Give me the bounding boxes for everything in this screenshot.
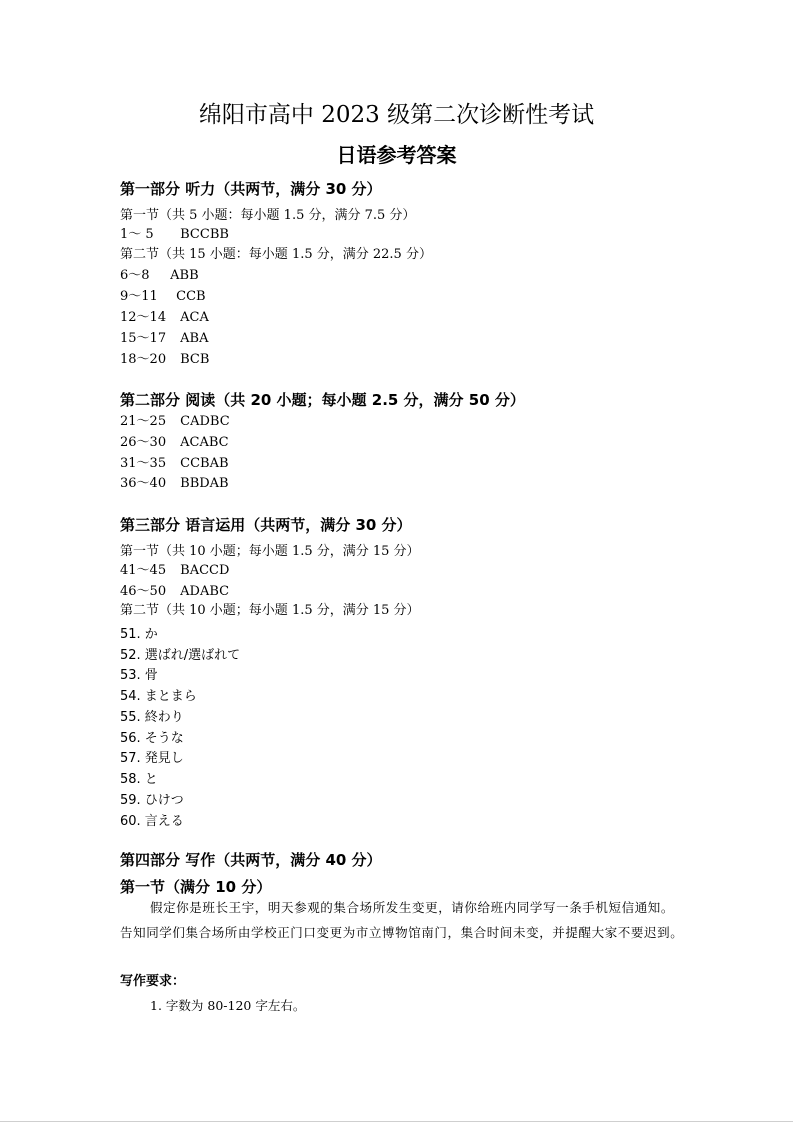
answer-key: BBDAB xyxy=(180,476,229,491)
answer-row xyxy=(120,562,229,580)
answer-range: 21～25 xyxy=(120,414,167,429)
part1-heading: 第一部分 听力（共两节，满分 30 分） xyxy=(120,180,382,198)
answer-key: CCB xyxy=(176,289,206,304)
answer-key: ACA xyxy=(180,310,209,325)
answer-row xyxy=(120,413,230,431)
exam-title: 绵阳市高中 2023 级第二次诊断性考试 xyxy=(198,102,595,128)
answer-range: 1～ 5 xyxy=(120,227,154,242)
answer-key: CADBC xyxy=(180,414,230,429)
answer-row xyxy=(120,309,209,327)
answer-range: 36～40 xyxy=(120,476,167,491)
answer-item: 58. と xyxy=(120,772,158,787)
writing-prompt: 假定你是班长王宇，明天参观的集合场所发生变更，请你给班内同学写一条手机短信通知。告知同学们集合场所由学校正门口变更为市立博物馆南门，集合时间未变，并提醒大家不要迟到。 xyxy=(120,900,684,940)
answer-range: 41～45 xyxy=(120,563,167,578)
answer-item: 54. まとまら xyxy=(120,689,197,704)
part3-section1-heading: 第一节（共 10 小题；每小题 1.5 分，满分 15 分） xyxy=(120,544,420,559)
answer-row xyxy=(120,434,229,452)
answer-row xyxy=(120,288,206,306)
answer-row xyxy=(120,455,229,473)
requirement-item: 1. 字数为 80-120 字左右。 xyxy=(150,998,306,1013)
part4-section1-heading: 第一节（满分 10 分） xyxy=(120,878,272,896)
answer-row xyxy=(120,330,208,348)
answer-item: 51. か xyxy=(120,627,158,642)
answer-key-subtitle: 日语参考答案 xyxy=(336,143,457,167)
answer-range: 15～17 xyxy=(120,331,167,346)
answer-item: 57. 発見し xyxy=(120,751,184,766)
answer-item: 52. 選ばれ/選ばれて xyxy=(120,648,241,663)
answer-key: ABB xyxy=(170,268,199,283)
answer-key: ABA xyxy=(180,331,209,346)
answer-row xyxy=(120,475,229,493)
answer-item: 59. ひけつ xyxy=(120,793,184,808)
answer-row xyxy=(120,226,229,244)
answer-range: 12～14 xyxy=(120,310,167,325)
answer-row xyxy=(120,351,209,369)
answer-key: CCBAB xyxy=(180,456,229,471)
part2-heading: 第二部分 阅读（共 20 小题；每小题 2.5 分，满分 50 分） xyxy=(120,391,525,409)
answer-row xyxy=(120,583,229,601)
answer-range: 18～20 xyxy=(120,352,167,367)
answer-range: 31～35 xyxy=(120,456,167,471)
part1-section2-heading: 第二节（共 15 小题：每小题 1.5 分，满分 22.5 分） xyxy=(120,247,432,262)
answer-key: ADABC xyxy=(180,584,230,599)
answer-range: 26～30 xyxy=(120,435,167,450)
answer-item: 53. 骨 xyxy=(120,668,158,683)
answer-range: 6～8 xyxy=(120,268,150,283)
answer-row xyxy=(120,267,199,285)
part1-section1-heading: 第一节（共 5 小题：每小题 1.5 分，满分 7.5 分） xyxy=(120,208,416,223)
answer-key: BACCD xyxy=(180,563,230,578)
part3-heading: 第三部分 语言运用（共两节，满分 30 分） xyxy=(120,516,412,534)
answer-range: 46～50 xyxy=(120,584,167,599)
answer-key: ACABC xyxy=(180,435,229,450)
part3-section2-heading: 第二节（共 10 小题；每小题 1.5 分，满分 15 分） xyxy=(120,603,420,618)
answer-range: 9～11 xyxy=(120,289,158,304)
requirements-label: 写作要求： xyxy=(120,974,186,989)
answer-key: BCCBB xyxy=(180,227,229,242)
answer-item: 56. そうな xyxy=(120,731,184,746)
answer-key: BCB xyxy=(180,352,210,367)
answer-item: 60. 言える xyxy=(120,814,184,829)
answer-item: 55. 終わり xyxy=(120,710,184,725)
part4-heading: 第四部分 写作（共两节，满分 40 分） xyxy=(120,851,382,869)
